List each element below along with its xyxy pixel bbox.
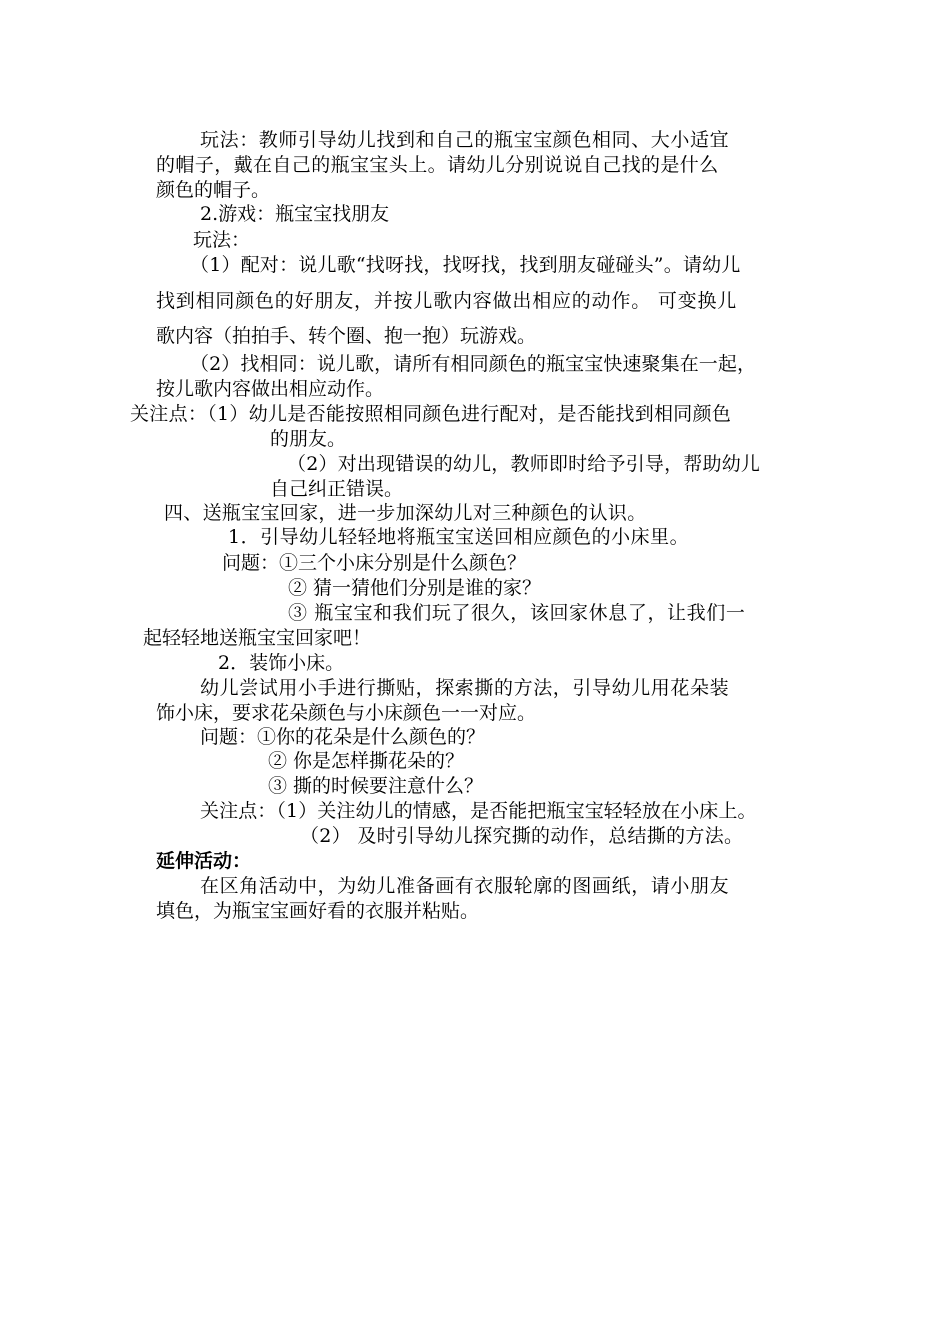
- text-line: 起轻轻地送瓶宝宝回家吧！: [143, 627, 372, 649]
- text-line: 的帽子，戴在自己的瓶宝宝头上。请幼儿分别说说自己找的是什么: [156, 154, 719, 176]
- text-line: 填色，为瓶宝宝画好看的衣服并粘贴。: [156, 900, 480, 922]
- section-heading-bold: 延伸活动：: [156, 850, 252, 872]
- text-line: 2．装饰小床。: [218, 652, 345, 674]
- text-line: 颜色的帽子。: [156, 179, 271, 201]
- text-line: （1）配对：说儿歌“找呀找，找呀找，找到朋友碰碰头”。请幼儿: [190, 254, 741, 276]
- text-line: 玩法：: [193, 229, 251, 251]
- text-line: 问题：①你的花朵是什么颜色的？: [200, 726, 486, 748]
- text-line: 歌内容（拍拍手、转个圈、抱一抱）玩游戏。: [156, 325, 537, 347]
- text-line: ③ 撕的时候要注意什么？: [268, 775, 484, 797]
- text-line: ③ 瓶宝宝和我们玩了很久，该回家休息了，让我们一: [288, 602, 746, 624]
- text-line: 玩法：教师引导幼儿找到和自己的瓶宝宝颜色相同、大小适宜: [200, 129, 730, 151]
- text-line: 2.游戏：瓶宝宝找朋友: [200, 203, 390, 225]
- text-line: 找到相同颜色的好朋友，并按儿歌内容做出相应的动作。 可变换儿: [156, 290, 738, 312]
- text-line: （2）找相同：说儿歌，请所有相同颜色的瓶宝宝快速聚集在一起，: [190, 353, 757, 375]
- text-line: 问题：①三个小床分别是什么颜色？: [222, 552, 527, 574]
- text-line: 在区角活动中，为幼儿准备画有衣服轮廓的图画纸，请小朋友: [200, 875, 730, 897]
- text-line: 关注点：（1）关注幼儿的情感，是否能把瓶宝宝轻轻放在小床上。: [200, 800, 757, 822]
- text-line: 关注点：（1）幼儿是否能按照相同颜色进行配对，是否能找到相同颜色: [130, 403, 732, 425]
- text-line: ② 猜一猜他们分别是谁的家？: [288, 577, 542, 599]
- text-line: （2） 及时引导幼儿探究撕的动作，总结撕的方法。: [300, 825, 744, 847]
- text-line: 的朋友。: [270, 428, 347, 450]
- text-line: 饰小床，要求花朵颜色与小床颜色一一对应。: [156, 702, 537, 724]
- text-line: 幼儿尝试用小手进行撕贴，探索撕的方法，引导幼儿用花朵装: [200, 677, 730, 699]
- text-line: 1．引导幼儿轻轻地将瓶宝宝送回相应颜色的小床里。: [228, 526, 690, 548]
- text-line: 按儿歌内容做出相应动作。: [156, 378, 385, 400]
- text-line: （2）对出现错误的幼儿，教师即时给予引导，帮助幼儿: [287, 453, 761, 475]
- section-heading: 四、送瓶宝宝回家，进一步加深幼儿对三种颜色的认识。: [164, 502, 647, 524]
- text-line: ② 你是怎样撕花朵的？: [268, 750, 465, 772]
- text-line: 自己纠正错误。: [270, 478, 404, 500]
